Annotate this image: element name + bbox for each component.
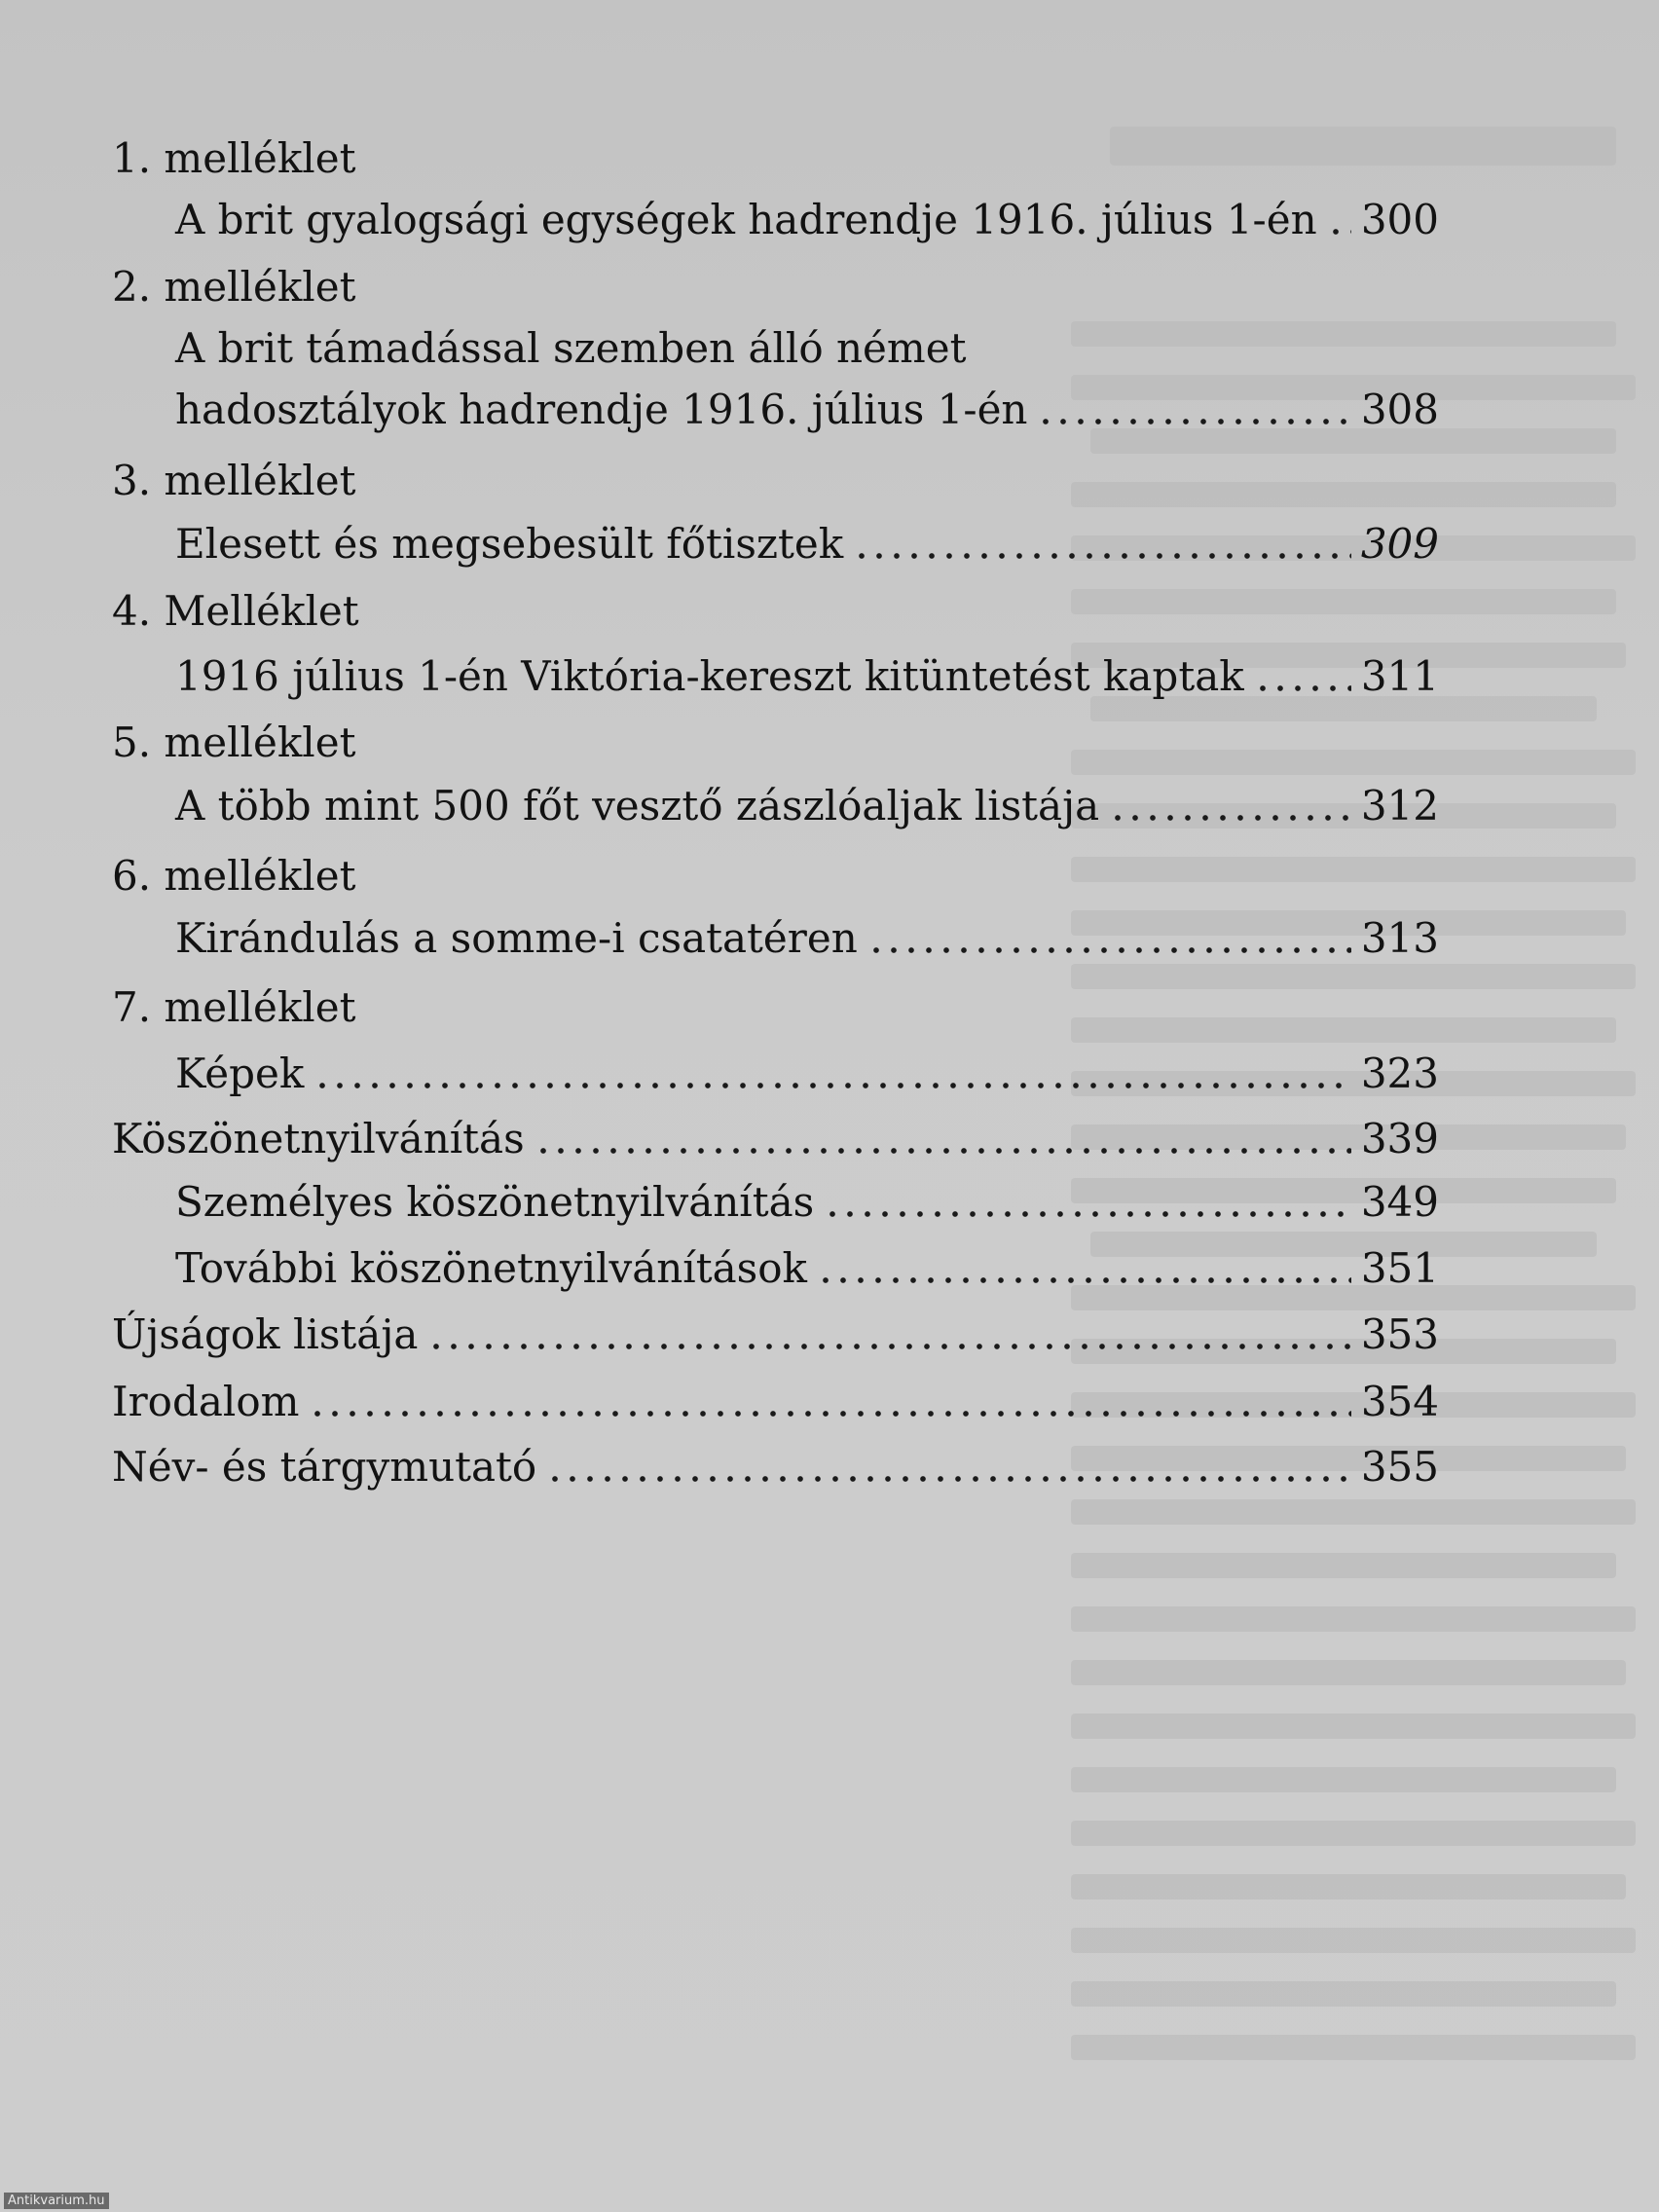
dot-leader <box>546 1475 1351 1483</box>
toc-heading: 4. Melléklet <box>112 587 359 635</box>
dot-leader <box>867 946 1351 954</box>
toc-entry-title: 1916 július 1-én Viktória-kereszt kitüntetést kaptak <box>175 652 1244 700</box>
toc-entry-title: Név- és tárgymutató <box>112 1443 537 1491</box>
toc-entry <box>112 1110 1439 1168</box>
dot-leader <box>1109 814 1351 822</box>
toc-entry-title: Képek <box>175 1050 305 1097</box>
toc-entry-page: 339 <box>1360 1115 1439 1162</box>
toc-entry-title: Köszönetnyilvánítás <box>112 1115 525 1162</box>
toc-entry-page: 323 <box>1360 1050 1439 1097</box>
toc-entry-page: 309 <box>1360 520 1439 568</box>
toc-heading: 3. melléklet <box>112 457 356 504</box>
toc-heading: 1. melléklet <box>112 134 356 182</box>
toc-heading: 5. melléklet <box>112 719 356 766</box>
dot-leader <box>1037 418 1350 425</box>
toc-entry-page: 354 <box>1360 1378 1439 1425</box>
toc-entry-title: Személyes köszönetnyilvánítás <box>175 1178 815 1226</box>
dot-leader <box>824 1210 1351 1218</box>
toc-entry <box>112 1306 1439 1364</box>
toc-entry-title: Kirándulás a somme-i csatatéren <box>175 914 858 962</box>
toc-entry-page: 351 <box>1360 1244 1439 1292</box>
toc-heading: 7. melléklet <box>112 983 356 1031</box>
toc-entry <box>112 1373 1439 1431</box>
dot-leader <box>313 1082 1351 1089</box>
toc-entry <box>175 777 1439 835</box>
watermark: Antikvarium.hu <box>4 2193 109 2209</box>
toc-entry-title: A brit gyalogsági egységek hadrendje 1916. július 1-én <box>175 196 1317 243</box>
toc-entry <box>175 1239 1439 1298</box>
toc-entry-page: 311 <box>1360 652 1439 700</box>
toc-entry-title-line: A brit támadással szemben álló német <box>175 324 967 372</box>
toc-entry <box>175 191 1439 249</box>
toc-entry-page: 353 <box>1360 1310 1439 1358</box>
dot-leader <box>1327 228 1351 236</box>
toc-entry <box>112 1438 1439 1496</box>
toc-entry <box>175 381 1439 439</box>
toc-entry-title: hadosztályok hadrendje 1916. július 1-én <box>175 386 1028 433</box>
toc-entry <box>175 909 1439 968</box>
toc-entry-page: 312 <box>1360 782 1439 830</box>
toc-heading: 6. melléklet <box>112 852 356 900</box>
toc-entry-page: 355 <box>1360 1443 1439 1491</box>
toc-entry <box>175 515 1439 573</box>
toc-entry <box>175 1173 1439 1232</box>
dot-leader <box>853 552 1351 560</box>
toc-entry <box>175 647 1439 706</box>
toc-heading: 2. melléklet <box>112 263 356 311</box>
toc-entry-title: A több mint 500 főt vesztő zászlóaljak listája <box>175 782 1100 830</box>
dot-leader <box>427 1343 1350 1350</box>
toc-entry-page: 313 <box>1360 914 1439 962</box>
dot-leader <box>535 1147 1351 1155</box>
dot-leader <box>309 1410 1350 1418</box>
dot-leader <box>817 1276 1351 1284</box>
toc-entry-title: Irodalom <box>112 1378 300 1425</box>
toc-entry-page: 308 <box>1360 386 1439 433</box>
toc-entry-page: 300 <box>1360 196 1439 243</box>
toc-entry-page: 349 <box>1360 1178 1439 1226</box>
toc-entry-title: Újságok listája <box>112 1310 419 1358</box>
toc-entry-title: További köszönetnyilvánítások <box>175 1244 807 1292</box>
toc-entry <box>175 1045 1439 1103</box>
dot-leader <box>1254 684 1351 692</box>
toc-entry-title: Elesett és megsebesült főtisztek <box>175 520 844 568</box>
